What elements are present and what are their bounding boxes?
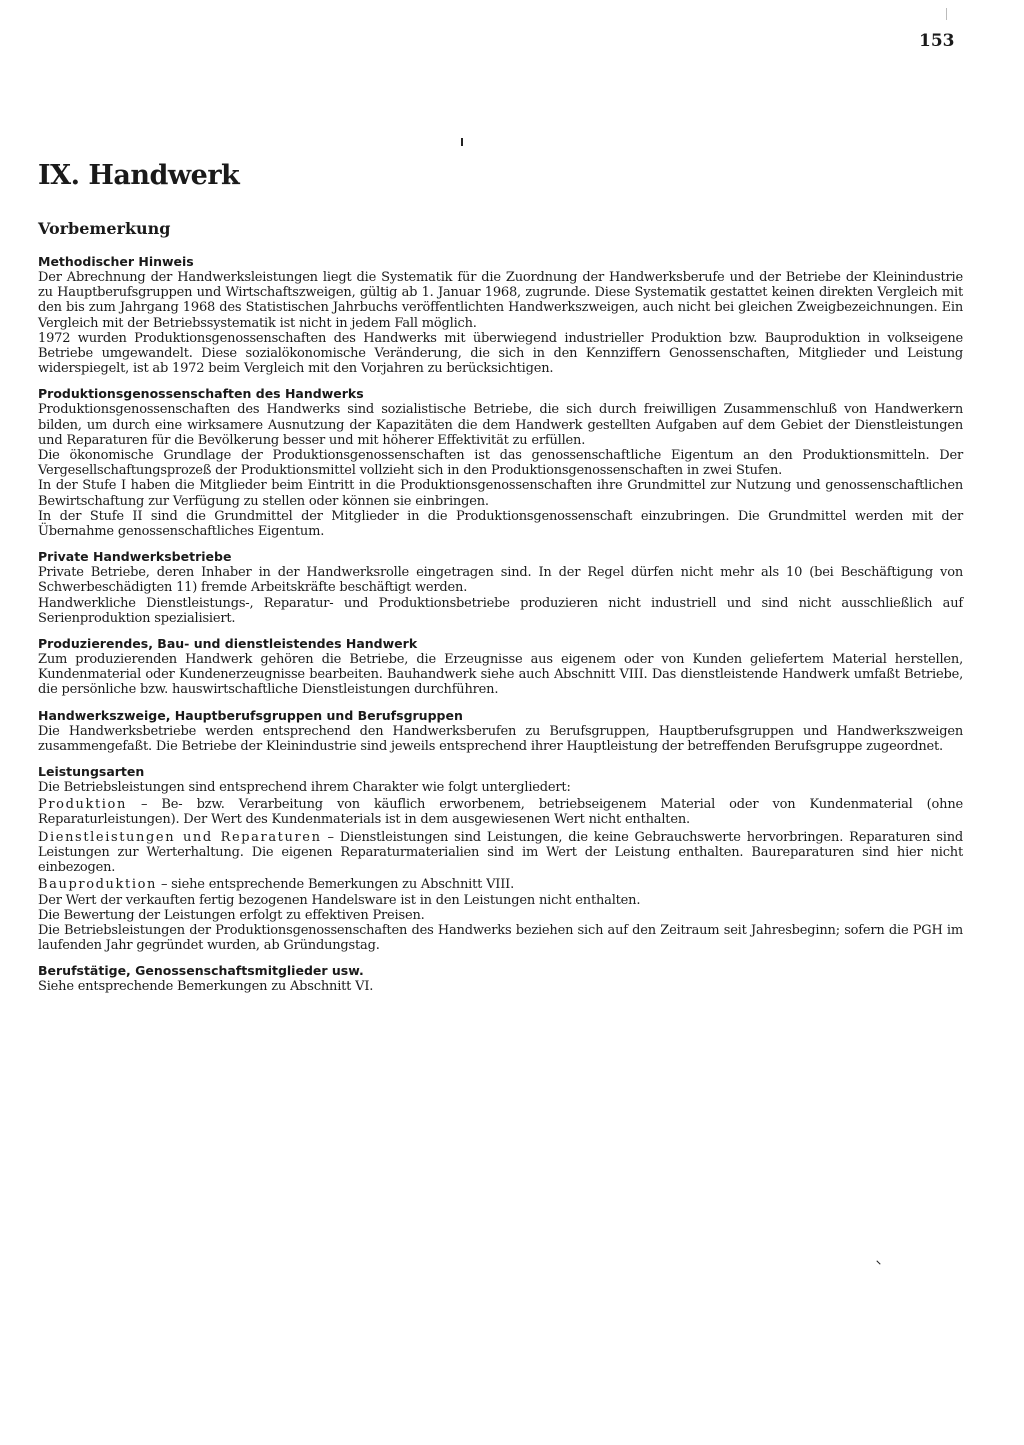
block-heading: Methodischer Hinweis [38,254,194,269]
block-heading: Handwerkszweige, Hauptberufsgruppen und Berufsgruppen [38,707,463,723]
section-title: Vorbemerkung [38,219,171,238]
definition-item [38,797,963,827]
paragraph: In der Stufe II sind die Grundmittel der Mitglieder in die Produktionsgenossenschaft einzubringen. Die Grundmittel werden mit der Übernahme genossenschaftliches Eigentum. [38,508,963,540]
block-heading: Berufstätige, Genossenschaftsmitglieder usw. [38,963,364,979]
block-leistungsarten [38,764,963,953]
block-heading: Private Handwerksbetriebe [38,549,232,565]
block-handwerkszweige [38,708,963,754]
definition-term: Bauproduktion [38,877,157,893]
definition-term: Dienstleistungen und Reparaturen [38,829,322,845]
block-heading: Produktionsgenossenschaften des Handwerks [38,386,364,402]
block-heading: Produzierendes, Bau- und dienstleistendes Handwerk [38,636,418,652]
paragraph: Zum produzierenden Handwerk gehören die Betriebe, die Erzeugnisse aus eigenem oder von Kunden geliefertem Material herstellen, Kundenmaterial oder Kundenerzeugnisse bearbeiten. Bauhandwerk siehe auch Abschnitt VIII. Das dienstleistende Handwerk umfaßt Betriebe, die persönliche bzw. hauswirtschaftliche Dienstleistungen durchführen. [38,652,963,698]
block-berufstaetige [38,963,963,994]
paragraph: Der Wert der verkauften fertig bezogenen Handelsware ist in den Leistungen nicht enthalten. [38,892,641,908]
definition-term: Produktion [38,797,127,813]
definition-text: – Be- bzw. Verarbeitung von käuflich erworbenem, betriebseigenem Material oder von Kundenmaterial (ohne Reparaturleistungen). Der Wert des Kundenmaterials ist in dem ausgewiesenen Wert nicht enthalten. [38,797,963,828]
paragraph: Handwerkliche Dienstleistungs-, Reparatur- und Produktionsbetriebe produzieren nicht industriell und sind nicht ausschließlich auf Serienproduktion spezialisiert. [38,595,963,626]
definition-text: – Dienstleistungen sind Leistungen, die keine Gebrauchswerte hervorbringen. Reparaturen sind Leistungen zur Werterhaltung. Die eigenen Reparaturmaterialien sind im Wert der Leistung enthalten. Baureparaturen sind hier nicht einbezogen. [38,829,963,876]
chapter-title: IX. Handwerk [38,160,240,191]
scan-speck [946,8,947,20]
page-number: 153 [919,31,955,51]
document-body [38,160,963,1005]
paragraph: Der Abrechnung der Handwerksleistungen liegt die Systematik für die Zuordnung der Handwerksberufe und der Betriebe der Kleinindustrie zu Hauptberufsgruppen und Wirtschaftszweigen, gültig ab 1. Januar 1968, zugrunde. Diese Systematik gestattet keinen direkten Vergleich mit den bis zum Jahrgang 1968 des Statistischen Jahrbuchs veröffentlichten Handwerkszweigen, auch nicht bei gleichen Zweigbezeichnungen. Ein Vergleich mit der Betriebssystematik ist nicht in jedem Fall möglich. [38,270,963,331]
paragraph: Die Handwerksbetriebe werden entsprechend den Handwerksberufen zu Berufsgruppen, Hauptberufsgruppen und Handwerkszweigen zusammengefaßt. Die Betriebe der Kleinindustrie sind jeweils entsprechend ihrer Hauptleistung der betreffenden Berufsgruppe zugeordnet. [38,723,963,754]
block-produzierendes-handwerk [38,636,963,698]
paragraph: Die Betriebsleistungen sind entsprechend ihrem Charakter wie folgt untergliedert: [38,780,571,796]
paragraph: Produktionsgenossenschaften des Handwerks sind sozialistische Betriebe, die sich durch freiwilligen Zusammenschluß von Handwerkern bilden, um durch eine wirksamere Ausnutzung der Kapazitäten die dem Handwerk gestellten Aufgaben auf dem Gebiet der Dienstleistungen und Reparaturen für die Bevölkerung besser und mit höherer Effektivität zu erfüllen. [38,402,963,448]
definition-text: – siehe entsprechende Bemerkungen zu Abschnitt VIII. [160,877,514,893]
block-heading: Leistungsarten [38,764,145,780]
scan-speck [876,1260,880,1264]
block-produktionsgenossenschaften [38,386,963,539]
block-private-handwerksbetriebe [38,549,963,626]
scan-speck [461,138,463,146]
definition-item [38,830,963,876]
paragraph: Die ökonomische Grundlage der Produktionsgenossenschaften ist das genossenschaftliche Eigentum an den Produktionsmitteln. Der Vergesellschaftungsprozeß der Produktionsmittel vollzieht sich in den Produktionsgenossenschaften in zwei Stufen. [38,448,963,479]
paragraph: In der Stufe I haben die Mitglieder beim Eintritt in die Produktionsgenossenschaften ihre Grundmittel zur Nutzung und genossenschaftlichen Bewirtschaftung zur Verfügung zu stellen oder können sie einbringen. [38,478,963,509]
paragraph: Private Betriebe, deren Inhaber in der Handwerksrolle eingetragen sind. In der Regel dürfen nicht mehr als 10 (bei Beschäftigung von Schwerbeschädigten 11) fremde Arbeitskräfte beschäftigt werden. [38,565,963,596]
paragraph: Die Betriebsleistungen der Produktionsgenossenschaften des Handwerks beziehen sich auf den Zeitraum seit Jahresbeginn; sofern die PGH im laufenden Jahr gegründet wurden, ab Gründungstag. [38,922,963,954]
paragraph: 1972 wurden Produktionsgenossenschaften des Handwerks mit überwiegend industrieller Produktion bzw. Bauproduktion in volkseigene Betriebe umgewandelt. Diese sozialökonomische Veränderung, die sich in den Kennziffern Genossenschaften, Mitglieder und Leistung widerspiegelt, ist ab 1972 beim Vergleich mit den Vorjahren zu berücksichtigen. [38,330,963,377]
definition-item [38,877,963,892]
paragraph: Siehe entsprechende Bemerkungen zu Abschnitt VI. [38,979,374,995]
block-methodischer-hinweis [38,254,963,376]
paragraph: Die Bewertung der Leistungen erfolgt zu effektiven Preisen. [38,907,425,923]
